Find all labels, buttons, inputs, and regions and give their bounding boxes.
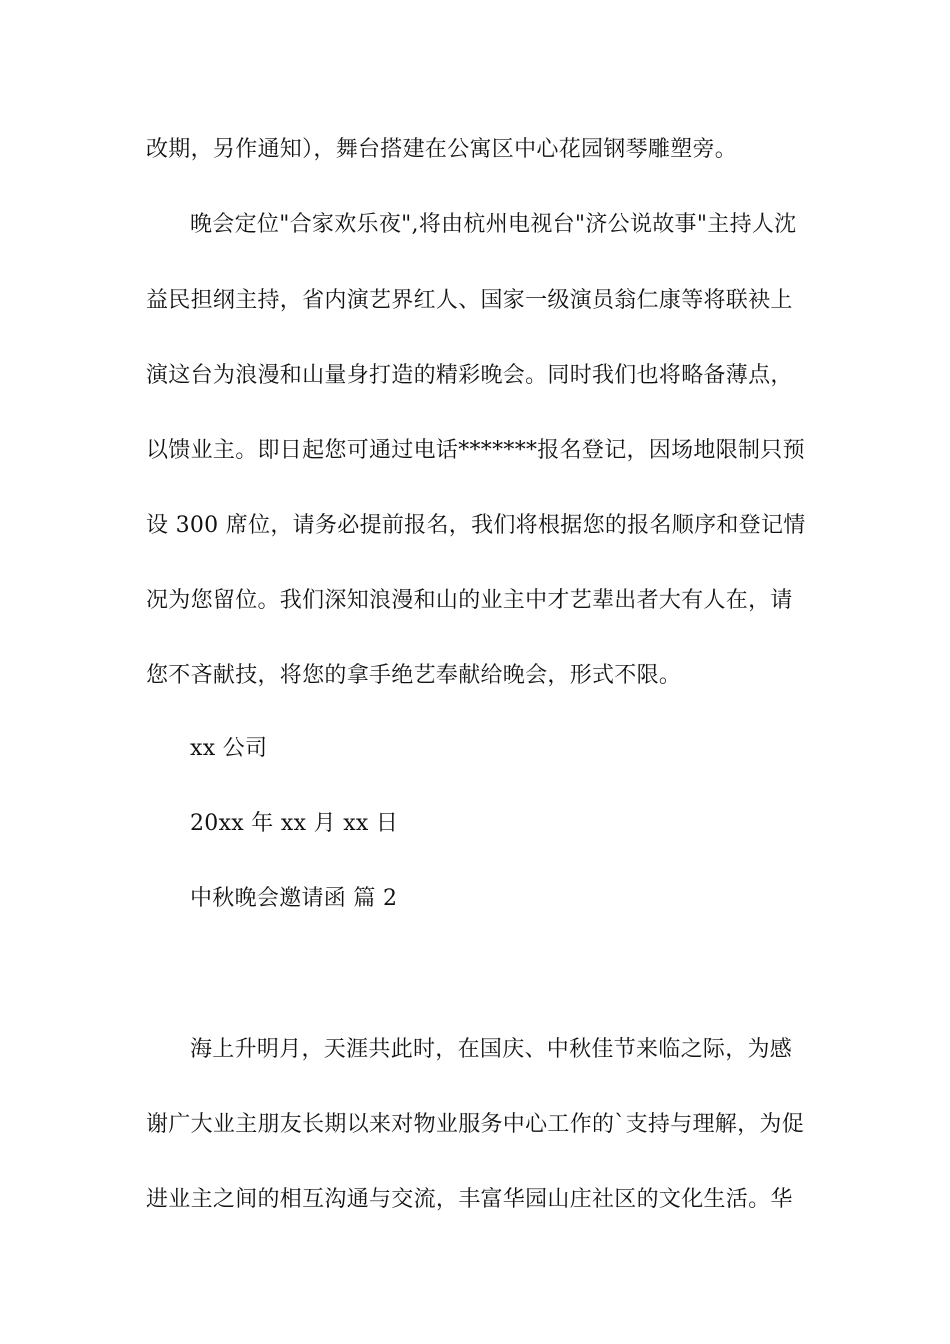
paragraph-line: 海上升明月，天涯共此时，在国庆、中秋佳节来临之际，为感: [190, 1037, 793, 1062]
company-name: xx 公司: [190, 736, 268, 761]
section-heading: 中秋晚会邀请函 篇 2: [190, 886, 398, 911]
paragraph-line: 您不吝献技，将您的拿手绝艺奉献给晚会，形式不限。: [146, 663, 682, 688]
paragraph-line: 况为您留位。我们深知浪漫和山的业主中才艺辈出者大有人在，请: [146, 588, 793, 613]
paragraph-line: 益民担纲主持，省内演艺界红人、国家一级演员翁仁康等将联袂上: [146, 288, 793, 313]
paragraph-line: 晚会定位"合家欢乐夜",将由杭州电视台"济公说故事"主持人沈: [190, 212, 797, 237]
paragraph-line: 进业主之间的相互沟通与交流，丰富华园山庄社区的文化生活。华: [146, 1187, 793, 1212]
paragraph-line: 演这台为浪漫和山量身打造的精彩晚会。同时我们也将略备薄点，: [146, 363, 793, 388]
paragraph-line: 谢广大业主朋友长期以来对物业服务中心工作的`支持与理解，为促: [146, 1112, 805, 1137]
paragraph-line: 设 300 席位，请务必提前报名，我们将根据您的报名顺序和登记情: [146, 513, 806, 538]
document-date: 20xx 年 xx 月 xx 日: [190, 811, 399, 836]
paragraph-line: 以馈业主。即日起您可通过电话*******报名登记，因场地限制只预: [146, 438, 805, 463]
paragraph-line: 改期，另作通知），舞台搭建在公寓区中心花园钢琴雕塑旁。: [146, 137, 738, 162]
